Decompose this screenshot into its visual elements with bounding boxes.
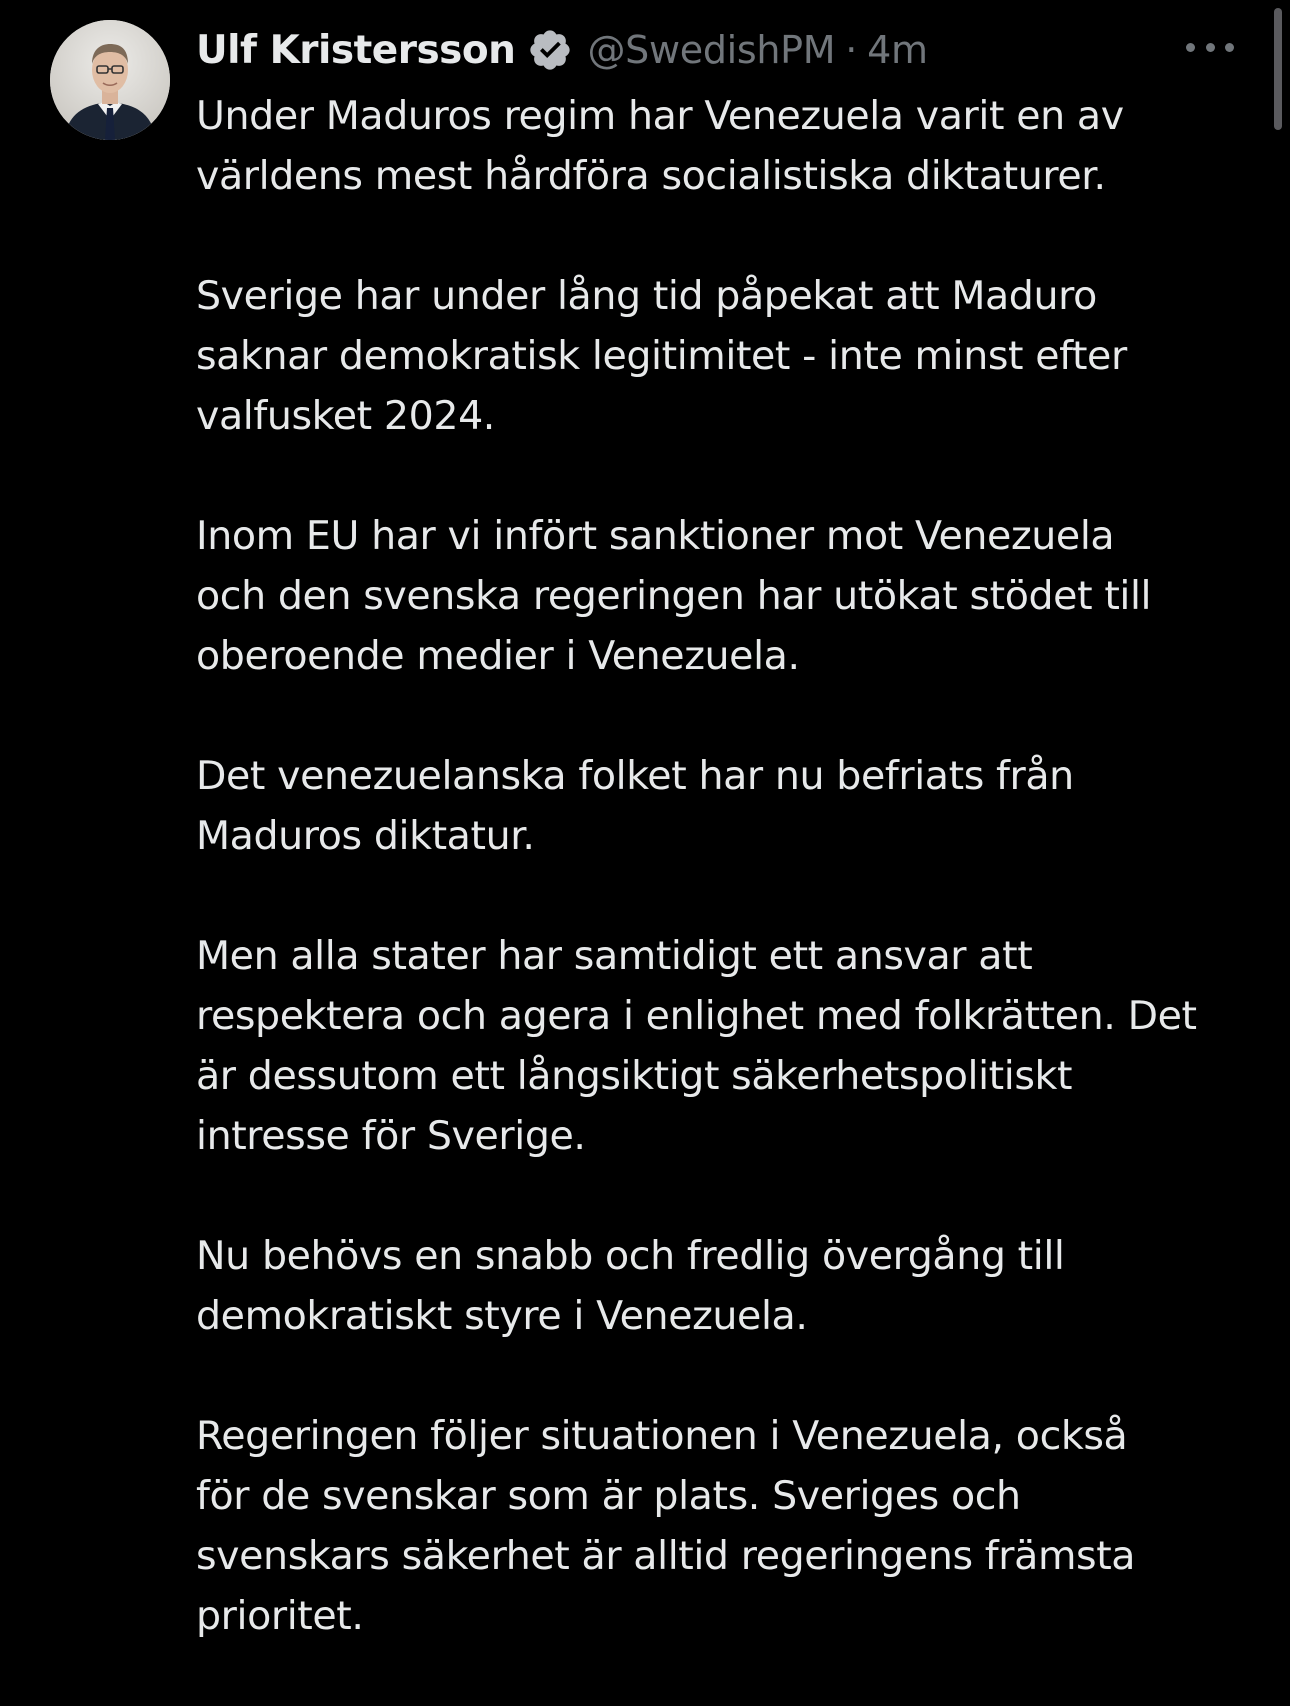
more-dot xyxy=(1186,43,1195,52)
more-horizontal-icon[interactable] xyxy=(1186,40,1234,54)
header-separator: · xyxy=(845,28,858,72)
tweet-paragraph: Regeringen följer situationen i Venezuela, också för de svenskar som är plats. Sveriges och svenskars säkerhet är alltid regeringens främsta prioritet. xyxy=(196,1413,1136,1639)
scrollbar-thumb[interactable] xyxy=(1274,8,1282,130)
tweet-paragraph: Det venezuelanska folket har nu befriats från Maduros diktatur. xyxy=(196,753,1074,859)
tweet-body xyxy=(196,86,1266,1706)
tweet-paragraph: Inom EU har vi infört sanktioner mot Venezuela och den svenska regeringen har utökat stödet till oberoende medier i Venezuela. xyxy=(196,513,1152,679)
avatar-photo xyxy=(50,20,170,140)
tweet-header xyxy=(196,22,928,78)
author-handle[interactable]: @SwedishPM xyxy=(587,28,836,72)
tweet-paragraph: Under Maduros regim har Venezuela varit en av världens mest hårdföra socialistiska diktaturer. xyxy=(196,93,1124,199)
author-display-name[interactable]: Ulf Kristersson xyxy=(196,27,516,73)
tweet-paragraph: Men alla stater har samtidigt ett ansvar att respektera och agera i enlighet med folkrätten. Det är dessutom ett långsiktigt säkerhetspolitiskt intresse för Sverige. xyxy=(196,933,1197,1159)
tweet-timestamp[interactable]: 4m xyxy=(867,28,928,72)
more-dot xyxy=(1225,43,1234,52)
avatar[interactable] xyxy=(50,20,170,140)
verified-badge-icon[interactable] xyxy=(527,27,573,73)
tweet-paragraph: Sverige har under lång tid påpekat att Maduro saknar demokratisk legitimitet - inte minst efter valfusket 2024. xyxy=(196,273,1127,439)
tweet-paragraph: Nu behövs en snabb och fredlig övergång till demokratiskt styre i Venezuela. xyxy=(196,1233,1065,1339)
more-dot xyxy=(1206,43,1215,52)
